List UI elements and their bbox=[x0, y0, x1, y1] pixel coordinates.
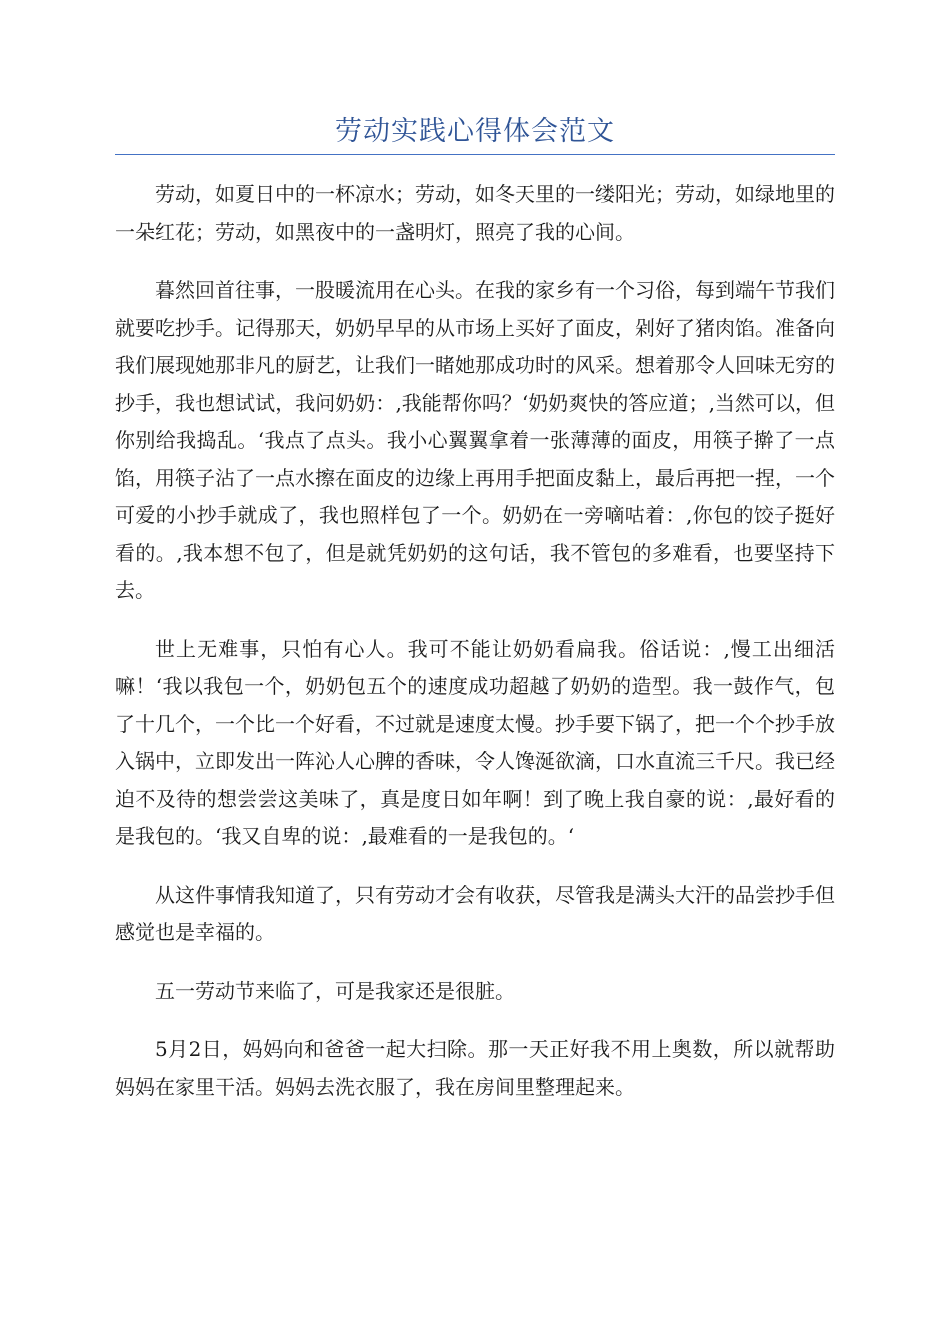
paragraph-3: 世上无难事，只怕有心人。我可不能让奶奶看扁我。俗话说：‚慢工出细活嘛！‘我以我包一个，奶奶包五个的速度成功超越了奶奶的造型。我一鼓作气，包了十几个，一个比一个好看，不过就是速度太慢。抄手要下锅了，把一个个抄手放入锅中，立即发出一阵沁人心脾的香味，令人馋涎欲滴，口水直流三千尺。我已经迫不及待的想尝尝这美味了，真是度日如年啊！到了晚上我自豪的说：‚最好看的是我包的。‘我又自卑的说：‚最难看的一是我包的。‘ bbox=[115, 636, 835, 848]
document-title: 劳动实践心得体会范文 bbox=[335, 116, 615, 147]
paragraph-2: 暮然回首往事，一股暖流用在心头。在我的家乡有一个习俗，每到端午节我们就要吃抄手。记得那天，奶奶早早的从市场上买好了面皮，剁好了猪肉馅。准备向我们展现她那非凡的厨艺，让我们一睹她那成功时的风采。想着那令人回味无穷的抄手，我也想试试，我问奶奶：‚我能帮你吗？‘奶奶爽快的答应道；‚当然可以，但你别给我捣乱。‘我点了点头。我小心翼翼拿着一张薄薄的面皮，用筷子擀了一点馅，用筷子沾了一点水擦在面皮的边缘上再用手把面皮黏上，最后再把一捏，一个可爱的小抄手就成了，我也照样包了一个。奶奶在一旁嘀咕着：‚你包的饺子挺好看的。‚我本想不包了，但是就凭奶奶的这句话，我不管包的多难看，也要坚持下去。 bbox=[115, 278, 835, 602]
paragraph-1: 劳动，如夏日中的一杯凉水；劳动，如冬天里的一缕阳光；劳动，如绿地里的一朵红花；劳动，如黑夜中的一盏明灯，照亮了我的心间。 bbox=[115, 182, 835, 244]
title-underline bbox=[115, 154, 835, 155]
document-body bbox=[115, 176, 835, 1127]
paragraph-6: 5月2日，妈妈向和爸爸一起大扫除。那一天正好我不用上奥数，所以就帮助妈妈在家里干活。妈妈去洗衣服了，我在房间里整理起来。 bbox=[115, 1037, 835, 1099]
paragraph-5: 五一劳动节来临了，可是我家还是很脏。 bbox=[155, 978, 515, 1003]
paragraph-4: 从这件事情我知道了，只有劳动才会有收获，尽管我是满头大汗的品尝抄手但感觉也是幸福的。 bbox=[115, 882, 835, 944]
